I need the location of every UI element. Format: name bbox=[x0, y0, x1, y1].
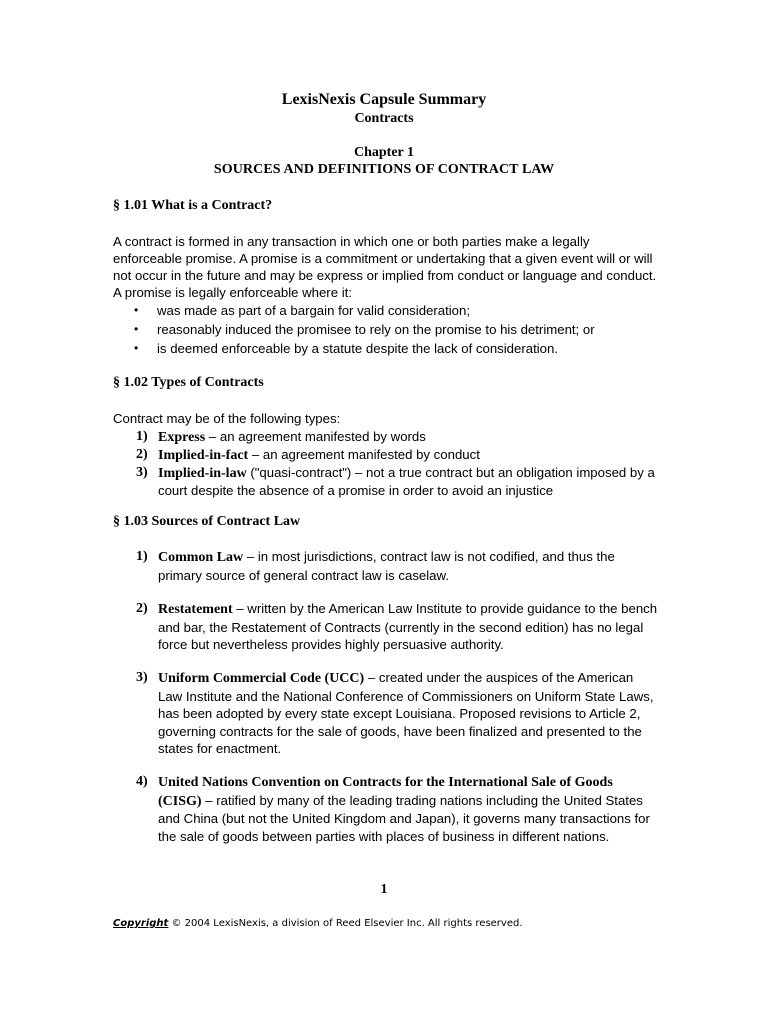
section-intro-1-02: Contract may be of the following types: bbox=[113, 411, 341, 426]
item-term: Restatement bbox=[158, 602, 233, 617]
contract-types-list bbox=[113, 428, 658, 499]
list-item-text: reasonably induced the promisee to rely on the promise to his detriment; or bbox=[157, 322, 595, 337]
bullet-icon: • bbox=[134, 322, 139, 336]
bullet-icon: • bbox=[134, 303, 139, 317]
section-paragraph-1-01: A contract is formed in any transaction in which one or both parties make a legally enforceable promise. A promise is a commitment or undertaking that a given event will or will not occur in the future and may be express or implied from conduct or language and conduct. A promise is legally enforceable where it: bbox=[113, 234, 657, 300]
item-number: 3) bbox=[136, 670, 148, 685]
item-text: – in most jurisdictions, contract law is not codified, and thus the primary source of general contract law is caselaw. bbox=[158, 549, 615, 583]
document-title: LexisNexis Capsule Summary bbox=[281, 91, 487, 108]
item-number: 3) bbox=[136, 465, 148, 480]
copyright-text: © 2004 LexisNexis, a division of Reed Elsevier Inc. All rights reserved. bbox=[168, 918, 523, 929]
page-number: 1 bbox=[380, 882, 388, 897]
list-item bbox=[113, 339, 658, 358]
item-text: – an agreement manifested by conduct bbox=[248, 447, 480, 462]
section-heading-1-03: § 1.03 Sources of Contract Law bbox=[113, 514, 301, 529]
list-item bbox=[113, 773, 658, 845]
list-item bbox=[113, 600, 658, 654]
item-number: 2) bbox=[136, 447, 148, 462]
requirements-list bbox=[113, 301, 658, 358]
item-term: Common Law bbox=[158, 550, 244, 565]
item-term: United Nations Convention on Contracts for the International Sale of Goods (CISG) bbox=[158, 775, 613, 809]
item-number: 2) bbox=[136, 601, 148, 616]
item-term: Implied-in-law bbox=[158, 466, 247, 481]
list-item-text: was made as part of a bargain for valid consideration; bbox=[157, 303, 471, 318]
list-item bbox=[113, 464, 658, 499]
list-item bbox=[113, 320, 658, 339]
list-item bbox=[113, 446, 658, 464]
copyright-link[interactable]: Copyright bbox=[113, 918, 169, 929]
item-text: – written by the American Law Institute to provide guidance to the bench and bar, the Restatement of Contracts (currently in the second edition) has no legal force but nevertheless provides highly persuasive authority. bbox=[158, 601, 658, 652]
list-item bbox=[113, 301, 658, 320]
item-number: 1) bbox=[136, 549, 148, 564]
section-heading-1-01: § 1.01 What is a Contract? bbox=[113, 198, 273, 213]
chapter-number: Chapter 1 bbox=[353, 145, 415, 160]
section-heading-1-02: § 1.02 Types of Contracts bbox=[113, 375, 264, 390]
item-number: 4) bbox=[136, 774, 148, 789]
item-term: Express bbox=[158, 430, 206, 445]
item-text: – ratified by many of the leading trading nations including the United States and China (but not the United Kingdom and Japan), it governs many transactions for the sale of goods between parties with places of business in different nations. bbox=[158, 792, 650, 844]
item-term: Implied-in-fact bbox=[158, 448, 249, 463]
item-number: 1) bbox=[136, 429, 148, 444]
item-term: Uniform Commercial Code (UCC) bbox=[158, 671, 365, 686]
document-subtitle: Contracts bbox=[354, 111, 414, 126]
list-item bbox=[113, 548, 658, 584]
list-item bbox=[113, 428, 658, 446]
copyright-footer bbox=[113, 918, 523, 929]
item-text: – created under the auspices of the American Law Institute and the National Conference of Commissioners on Uniform State Laws, has been adopted by every state except Louisiana. Proposed revisions to Article 2, governing contracts for the sale of goods, have been finalized and presented to the states for enactment. bbox=[158, 670, 654, 756]
chapter-title: SOURCES AND DEFINITIONS OF CONTRACT LAW bbox=[213, 162, 555, 177]
item-text: – an agreement manifested by words bbox=[205, 429, 426, 444]
item-text: ("quasi-contract") – not a true contract but an obligation imposed by a court despite the absence of a promise in order to avoid an injustice bbox=[158, 465, 655, 498]
list-item bbox=[113, 669, 658, 758]
bullet-icon: • bbox=[134, 341, 139, 355]
list-item-text: is deemed enforceable by a statute despite the lack of consideration. bbox=[157, 341, 559, 356]
